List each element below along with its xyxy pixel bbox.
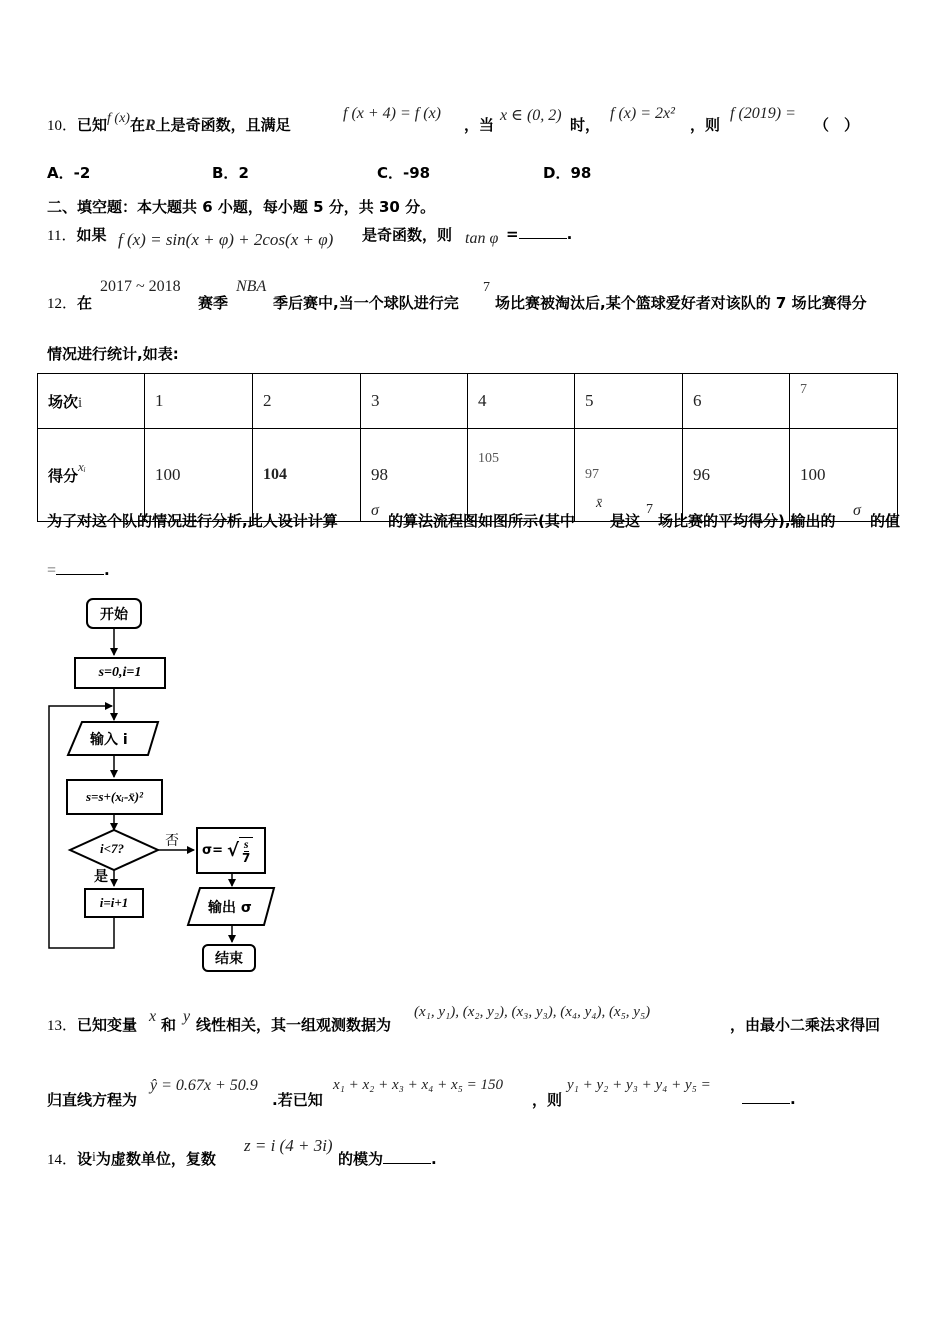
q11-answer: = . <box>506 225 573 243</box>
q12-years: 2017 ~ 2018 <box>100 278 181 295</box>
q13-regression: ŷ = 0.67x + 50.9 <box>150 1077 258 1094</box>
q13-sum-x: x₁ + x₂ + x₃ + x₄ + x₅ = 150 <box>333 1077 503 1093</box>
q14-formula: z = i (4 + 3i) <box>244 1136 333 1155</box>
q10-formula-fx: f (x) <box>107 111 130 126</box>
q12-text: 的算法流程图如图所示(其中 <box>388 512 575 530</box>
q13-text: 归直线方程为 <box>47 1091 138 1109</box>
q10-text: 在 <box>129 116 145 134</box>
q14-imag-unit: i <box>92 1150 96 1165</box>
flowchart-init: s=0,i=1 <box>74 657 166 689</box>
section-heading: 二、填空题：本大题共 6 小题，每小题 5 分，共 30 分。 <box>47 198 436 216</box>
table-cell: 5 <box>575 374 683 429</box>
table-cell: 100 <box>790 429 898 522</box>
table-header-cell: 场次i <box>38 374 145 429</box>
q13-text: ，则 <box>532 1091 563 1109</box>
q12-text: 赛季 <box>198 294 229 312</box>
q12-text: 季后赛中,当一个球队进行完 <box>273 294 459 312</box>
answer-blank <box>383 1149 431 1164</box>
q13-text: ，由最小二乘法求得回 <box>730 1016 881 1034</box>
sqrt-icon: √ <box>227 840 240 861</box>
q12-seven: 7 <box>483 280 490 295</box>
q10-text: 已知 <box>77 116 108 134</box>
q10-option-d: D．98 <box>543 164 592 182</box>
q10-formula-periodic: f (x + 4) = f (x) <box>343 105 441 122</box>
q13-text: .若已知 <box>272 1091 323 1109</box>
q10-formula-interval: x ∈ (0, 2) <box>500 107 562 124</box>
q10-option-a: A．-2 <box>47 164 91 182</box>
table-cell: 96 <box>683 429 790 522</box>
q14-line <box>47 1148 216 1169</box>
q12-seven: 7 <box>646 502 653 517</box>
flowchart-sigma-box <box>196 827 266 874</box>
q10-answer-paren: （ ） <box>814 116 860 134</box>
table-cell: 97 <box>575 429 683 522</box>
q10-option-b: B．2 <box>212 164 249 182</box>
q10-option-c: C．-98 <box>377 164 431 182</box>
q12-answer: = . <box>47 561 110 579</box>
flowchart-input: 输入 i <box>90 732 128 748</box>
q12-text: 为了对这个队的情况进行分析,此人设计计算 <box>47 512 338 530</box>
q11-number: 11． <box>47 228 77 244</box>
q14-number: 14． <box>47 1152 78 1168</box>
q10-text: 上是奇函数，且满足 <box>155 116 291 134</box>
q12-number: 12． <box>47 296 78 312</box>
q10-text: 时， <box>570 116 601 134</box>
q13-text: 线性相关，其一组观测数据为 <box>196 1016 392 1034</box>
q12-sigma: σ <box>853 502 861 519</box>
table-cell: 7 <box>790 374 898 429</box>
flowchart-no-label: 否 <box>165 833 179 849</box>
q13-var-x: x <box>149 1008 157 1025</box>
q13-sum-y: y₁ + y₂ + y₃ + y₄ + y₅ = <box>567 1077 711 1093</box>
table-cell: 98 <box>361 429 468 522</box>
table-cell: 105 <box>468 429 575 522</box>
table-header-cell: 得分xᵢ <box>38 429 145 522</box>
flowchart-sigma-fraction: s 7 <box>239 837 253 865</box>
table-cell: 104 <box>253 429 361 522</box>
q11-formula-tan: tan φ <box>465 230 499 247</box>
q10-R: R <box>144 117 156 134</box>
q13-line1 <box>47 1014 137 1035</box>
flowchart-condition: i<7? <box>100 841 125 856</box>
table-cell: 100 <box>145 429 253 522</box>
q10-number: 10． <box>47 118 78 134</box>
flowchart-sigma-label: σ= <box>202 843 224 858</box>
flowchart-increment: i=i+1 <box>84 888 144 918</box>
flowchart-output: 输出 σ <box>208 900 252 916</box>
q13-text: 和 <box>161 1016 177 1034</box>
table-cell: 2 <box>253 374 361 429</box>
q10-formula-target: f (2019) = <box>730 105 796 122</box>
q12-text: 场比赛被淘汰后,某个篮球爱好者对该队的 7 场比赛得分 <box>495 294 867 312</box>
q10-formula-def: f (x) = 2x² <box>610 105 675 122</box>
q10-text: ，则 <box>690 116 721 134</box>
q13-answer: . <box>742 1089 796 1108</box>
q10-text: ，当 <box>464 116 495 134</box>
q12-text: 场比赛的平均得分),输出的 <box>658 512 836 530</box>
q11-formula: f (x) = sin(x + φ) + 2cos(x + φ) <box>118 230 334 249</box>
q14-text: 设 <box>77 1150 93 1168</box>
q11-text: 如果 <box>76 226 107 244</box>
q13-data: (x₁, y₁), (x₂, y₂), (x₃, y₃), (x₄, y₄), (x₅, y₅) <box>414 1004 651 1020</box>
q13-var-y: y <box>183 1008 191 1025</box>
q11-text: 是奇函数，则 <box>362 226 453 244</box>
table-cell: 3 <box>361 374 468 429</box>
answer-blank <box>742 1089 790 1104</box>
q12-text: 在 <box>77 294 93 312</box>
table-cell: 1 <box>145 374 253 429</box>
q12-nba: NBA <box>236 278 267 295</box>
q12-line2: 情况进行统计,如表: <box>47 345 179 363</box>
q12-xbar: x̄ <box>596 496 603 511</box>
q13-text: 已知变量 <box>77 1016 138 1034</box>
q14-text: 为虚数单位，复数 <box>95 1150 216 1168</box>
table-cell: 6 <box>683 374 790 429</box>
q14-answer: 的模为 . <box>338 1150 437 1168</box>
q12-text: 的值 <box>870 512 901 530</box>
flowchart-start: 开始 <box>86 598 142 629</box>
q12-sigma: σ <box>371 502 379 519</box>
flowchart-end: 结束 <box>202 944 256 972</box>
flowchart-accumulate: s=s+(xᵢ-x̄)² <box>66 779 163 815</box>
q12-text: 是这 <box>610 512 641 530</box>
table-cell: 4 <box>468 374 575 429</box>
flowchart-yes-label: 是 <box>94 869 108 885</box>
q13-number: 13． <box>47 1018 78 1034</box>
